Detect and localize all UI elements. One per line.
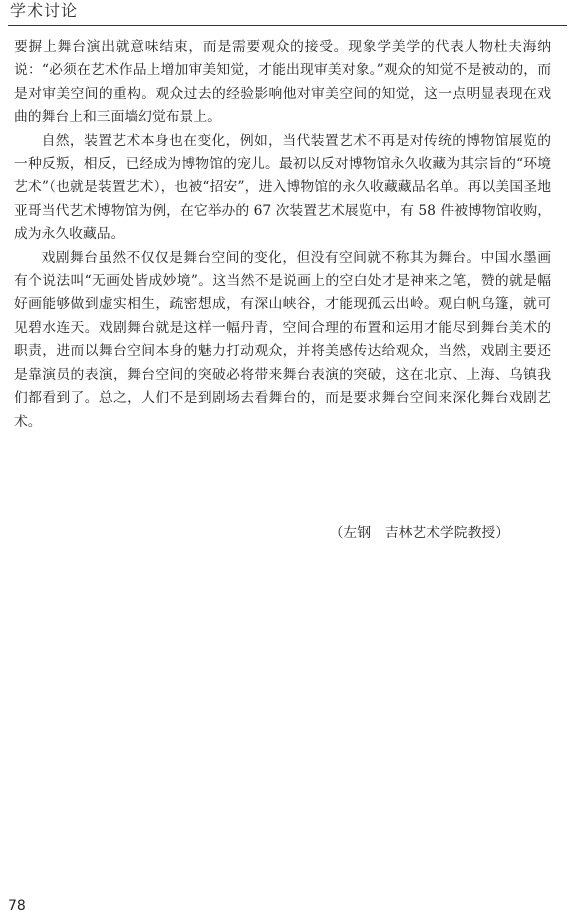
- running-header: [8, 0, 567, 26]
- section-title: 学术讨论: [10, 1, 79, 20]
- page-number: 78: [8, 898, 26, 914]
- author-signature: （左钢 吉林艺术学院教授）: [329, 525, 509, 541]
- paragraph: 要摒上舞台演出就意味结束，而是需要观众的接受。现象学美学的代表人物杜夫海纳说：“必须在艺术作品上增加审美知觉，才能出现审美对象。”观众的知觉不是被动的，而是对审美空间的重构。观众过去的经验影响他对审美空间的知觉，这一点明显表现在戏曲的舞台上和三面墙幻觉布景上。: [14, 39, 551, 126]
- paragraph: 戏剧舞台虽然不仅仅是舞台空间的变化，但没有空间就不称其为舞台。中国水墨画有个说法叫“无画处皆成妙境”。这当然不是说画上的空白处才是神来之笔，赞的就是幅好画能够做到虚实相生，疏密想成，有深山峡谷，才能现孤云出岭。观白帆乌篷，就可见碧水连天。戏剧舞台就是这样一幅丹青，空间合理的布置和运用才能尽到舞台美术的职责，进而以舞台空间本身的魅力打动观众，并将美感传达给观众，当然，戏剧主要还是靠演员的表演，舞台空间的突破必将带来舞台表演的突破，这在北京、上海、乌镇我们都看到了。总之，人们不是到剧场去看舞台的，而是要求舞台空间来深化舞台戏剧艺术。: [14, 249, 551, 430]
- paragraph: 自然，装置艺术本身也在变化，例如，当代装置艺术不再是对传统的博物馆展览的一种反叛，相反，已经成为博物馆的宠儿。最初以反对博物馆永久收藏为其宗旨的“环境艺术”（也就是装置艺术），也被“招安”，进入博物馆的永久收藏藏品名单。再以美国圣地亚哥当代艺术博物馆为例，在它举办的 67 次装置艺术展览中，有 58 件被博物馆收购，成为永久收藏品。: [14, 132, 551, 243]
- article-body: [14, 36, 551, 434]
